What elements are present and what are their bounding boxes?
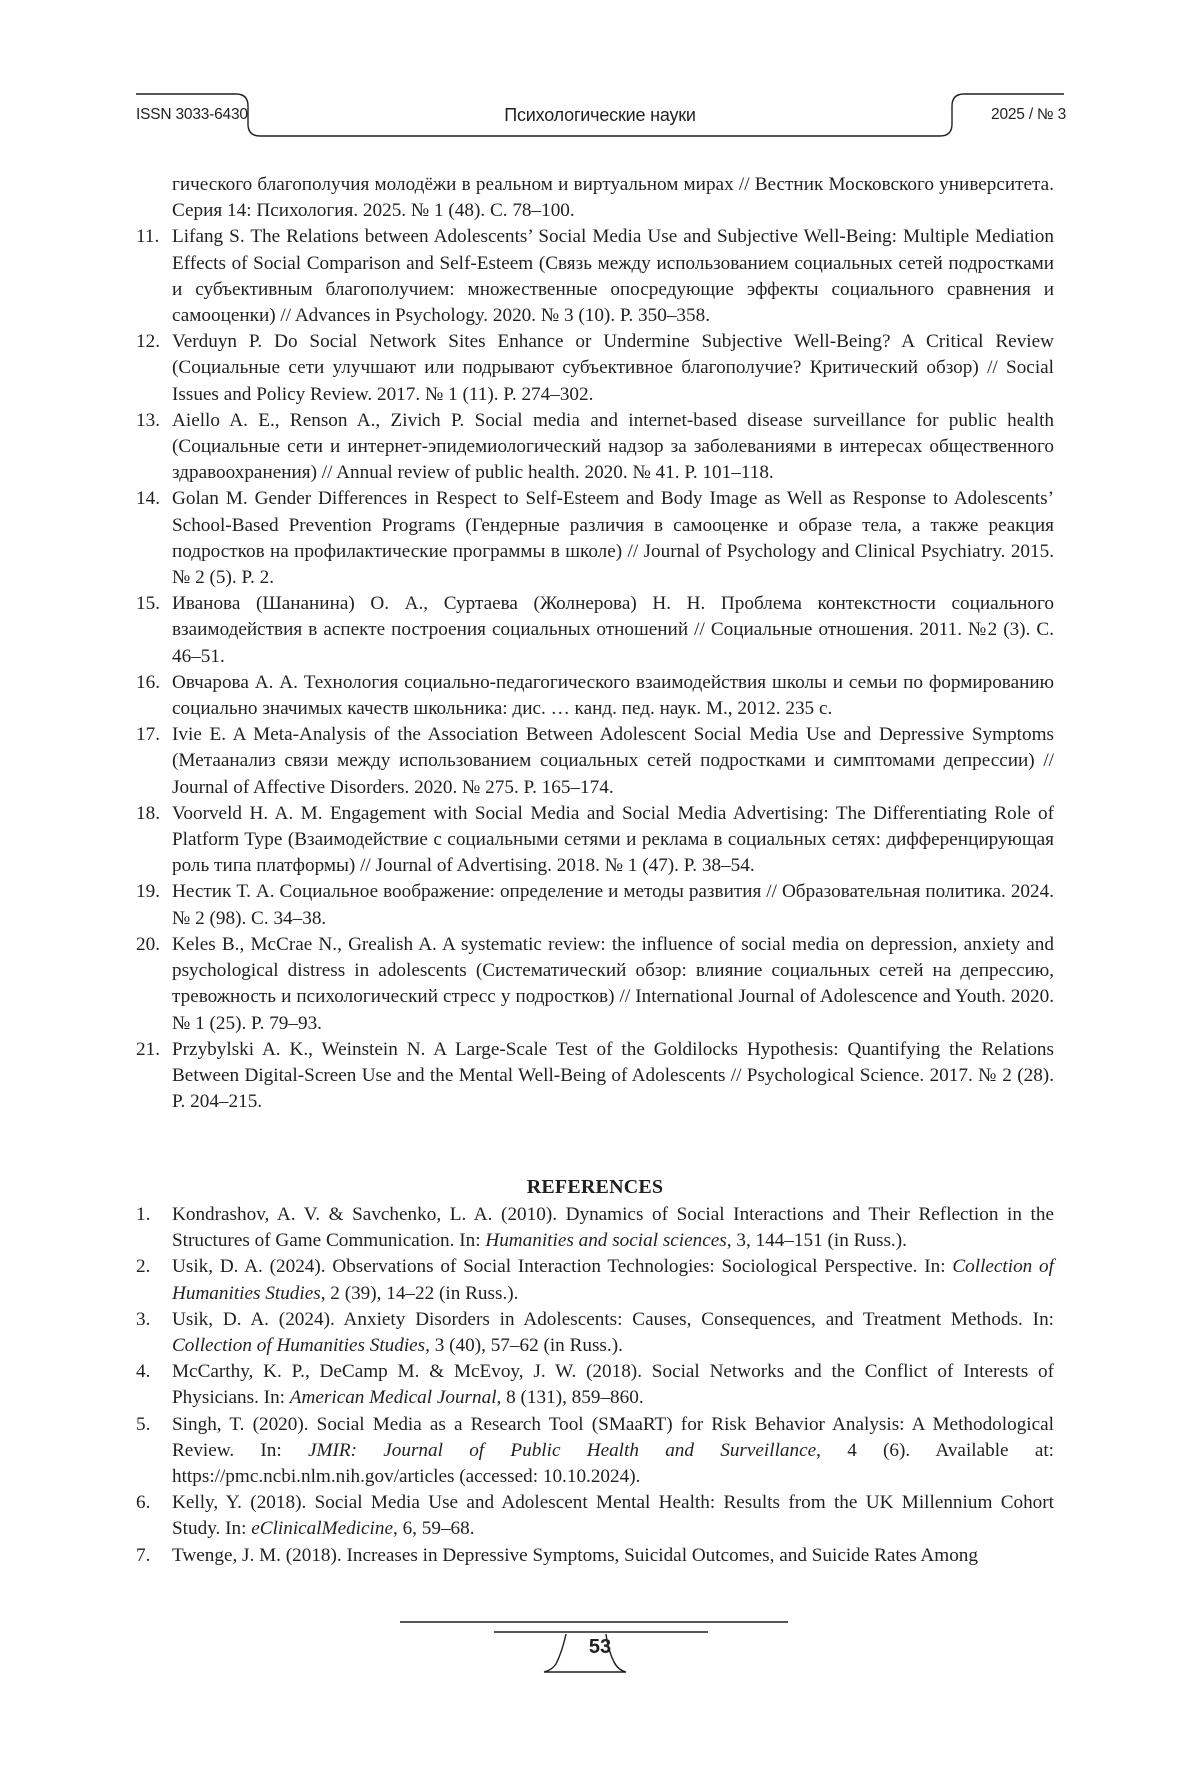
journal-name: Humanities and social sciences — [485, 1230, 726, 1251]
reference-item — [136, 670, 1054, 722]
reference-item — [136, 801, 1054, 880]
reference-number: 12. — [136, 329, 172, 408]
reference-number: 6. — [136, 1490, 172, 1542]
issue-label: 2025 / № 3 — [991, 106, 1066, 124]
reference-number: 4. — [136, 1359, 172, 1411]
reference-number: 14. — [136, 486, 172, 591]
reference-item — [136, 224, 1054, 329]
journal-name: Collection of Humanities Studies — [172, 1335, 425, 1356]
reference-number: 7. — [136, 1543, 172, 1569]
reference-text: Овчарова А. А. Технология социально-педагогического взаимодействия школы и семьи по формированию социально значимых качеств школьника: дис. … канд. пед. наук. М., 2012. 235 с. — [172, 670, 1054, 722]
reference-number: 16. — [136, 670, 172, 722]
journal-name: American Medical Journal — [290, 1387, 497, 1408]
reference-continuation: гического благополучия молодёжи в реальном и виртуальном мирах // Вестник Московского университета. Серия 14: Психология. 2025. № 1 (48). С. 78–100. — [136, 172, 1054, 224]
references-heading: REFERENCES — [136, 1176, 1054, 1199]
reference-number: 5. — [136, 1412, 172, 1491]
reference-number: 2. — [136, 1254, 172, 1306]
reference-text: McCarthy, K. P., DeCamp M. & McEvoy, J. W. (2018). Social Networks and the Conflict of Interests of Physicians. In: American Medical Journal, 8 (131), 859–860. — [172, 1359, 1054, 1411]
reference-item — [136, 329, 1054, 408]
reference-text: Kondrashov, A. V. & Savchenko, L. A. (2010). Dynamics of Social Interactions and Their Reflection in the Structures of Game Communication. In: Humanities and social sciences, 3, 144–151 (in Russ.). — [172, 1202, 1054, 1254]
reference-item — [136, 1037, 1054, 1116]
reference-item — [136, 1254, 1054, 1306]
reference-item — [136, 1490, 1054, 1542]
reference-number: 13. — [136, 408, 172, 487]
reference-item — [136, 1307, 1054, 1359]
reference-item — [136, 932, 1054, 1037]
reference-text: Keles B., McCrae N., Grealish A. A systematic review: the influence of social media on depression, anxiety and psychological distress in adolescents (Систематический обзор: влияние социальных сетей на депрессию, тревожность и психологический стресс у подростков) // International Journal of Adolescence and Youth. 2020. № 1 (25). P. 79–93. — [172, 932, 1054, 1037]
reference-item — [136, 1359, 1054, 1411]
reference-text: Usik, D. A. (2024). Observations of Social Interaction Technologies: Sociological Perspective. In: Collection of Humanities Studies, 2 (39), 14–22 (in Russ.). — [172, 1254, 1054, 1306]
reference-text: Usik, D. A. (2024). Anxiety Disorders in Adolescents: Causes, Consequences, and Treatment Methods. In: Collection of Humanities Studies, 3 (40), 57–62 (in Russ.). — [172, 1307, 1054, 1359]
reference-number: 15. — [136, 591, 172, 670]
reference-number: 19. — [136, 879, 172, 931]
reference-text: Нестик Т. А. Социальное воображение: определение и методы развития // Образовательная политика. 2024. № 2 (98). С. 34–38. — [172, 879, 1054, 931]
journal-title: Психологические науки — [0, 105, 1200, 126]
reference-number: 11. — [136, 224, 172, 329]
journal-name: JMIR: Journal of Public Health and Surveillance — [308, 1440, 816, 1461]
reference-text: Ivie E. A Meta-Analysis of the Association Between Adolescent Social Media Use and Depressive Symptoms (Метаанализ связи между использованием социальных сетей подростками и симптомами депрессии) // Journal of Affective Disorders. 2020. № 275. P. 165–174. — [172, 722, 1054, 801]
reference-item — [136, 1202, 1054, 1254]
reference-text: Kelly, Y. (2018). Social Media Use and Adolescent Mental Health: Results from the UK Millennium Cohort Study. In: eClinicalMedicine, 6, 59–68. — [172, 1490, 1054, 1542]
reference-number: 21. — [136, 1037, 172, 1116]
reference-number: 1. — [136, 1202, 172, 1254]
reference-text: Lifang S. The Relations between Adolescents’ Social Media Use and Subjective Well-Being: Multiple Mediation Effects of Social Comparison and Self-Esteem (Связь между использованием социальных сетей подростками и субъективным благополучием: множественные опосредующие эффекты социального сравнения и самооценки) // Advances in Psychology. 2020. № 3 (10). P. 350–358. — [172, 224, 1054, 329]
reference-text: Golan M. Gender Differences in Respect to Self-Esteem and Body Image as Well as Response to Adolescents’ School-Based Prevention Programs (Гендерные различия в самооценке и образе тела, а также реакция подростков на профилактические программы в школе) // Journal of Psychology and Clinical Psychiatry. 2015. № 2 (5). P. 2. — [172, 486, 1054, 591]
reference-item — [136, 591, 1054, 670]
reference-text: Singh, T. (2020). Social Media as a Research Tool (SMaaRT) for Risk Behavior Analysis: A Methodological Review. In: JMIR: Journal of Public Health and Surveillance, 4 (6). Available at: https://pmc.ncbi.nlm.nih.gov/articles (accessed: 10.10.2024). — [172, 1412, 1054, 1491]
reference-item — [136, 722, 1054, 801]
reference-text: Przybylski A. K., Weinstein N. A Large-Scale Test of the Goldilocks Hypothesis: Quantifying the Relations Between Digital-Screen Use and the Mental Well-Being of Adolescents // Psychological Science. 2017. № 2 (28). P. 204–215. — [172, 1037, 1054, 1116]
reference-item — [136, 408, 1054, 487]
reference-text: Иванова (Шананина) О. А., Суртаева (Жолнерова) Н. Н. Проблема контекстности социального взаимодействия в аспекте построения социальных отношений // Социальные отношения. 2011. №2 (3). С. 46–51. — [172, 591, 1054, 670]
reference-text: Verduyn P. Do Social Network Sites Enhance or Undermine Subjective Well-Being? A Critical Review (Социальные сети улучшают или подрывают субъективное благополучие? Критический обзор) // Social Issues and Policy Review. 2017. № 1 (11). P. 274–302. — [172, 329, 1054, 408]
reference-text: Voorveld H. A. M. Engagement with Social Media and Social Media Advertising: The Differentiating Role of Platform Type (Взаимодействие с социальными сетями и реклама в социальных сетях: дифференцирующая роль типа платформы) // Journal of Advertising. 2018. № 1 (47). P. 38–54. — [172, 801, 1054, 880]
reference-text: Twenge, J. M. (2018). Increases in Depressive Symptoms, Suicidal Outcomes, and Suicide Rates Among — [172, 1543, 1054, 1569]
reference-item — [136, 879, 1054, 931]
reference-number: 20. — [136, 932, 172, 1037]
reference-number: 18. — [136, 801, 172, 880]
page-number: 53 — [0, 1636, 1200, 1659]
reference-number: 17. — [136, 722, 172, 801]
reference-number: 3. — [136, 1307, 172, 1359]
references-list — [136, 1202, 1054, 1569]
journal-name: eClinicalMedicine — [251, 1518, 393, 1539]
journal-name: Collection of Humanities Studies — [172, 1256, 1054, 1303]
reference-text: Aiello A. E., Renson A., Zivich P. Social media and internet-based disease surveillance for public health (Социальные сети и интернет-эпидемиологический надзор за заболеваниями в интересах общественного здравоохранения) // Annual review of public health. 2020. № 41. P. 101–118. — [172, 408, 1054, 487]
reference-item — [136, 1412, 1054, 1491]
reference-item — [136, 1543, 1054, 1569]
reference-item — [136, 486, 1054, 591]
issn-label: ISSN 3033-6430 — [136, 106, 248, 124]
bibliography-list — [136, 172, 1054, 1115]
